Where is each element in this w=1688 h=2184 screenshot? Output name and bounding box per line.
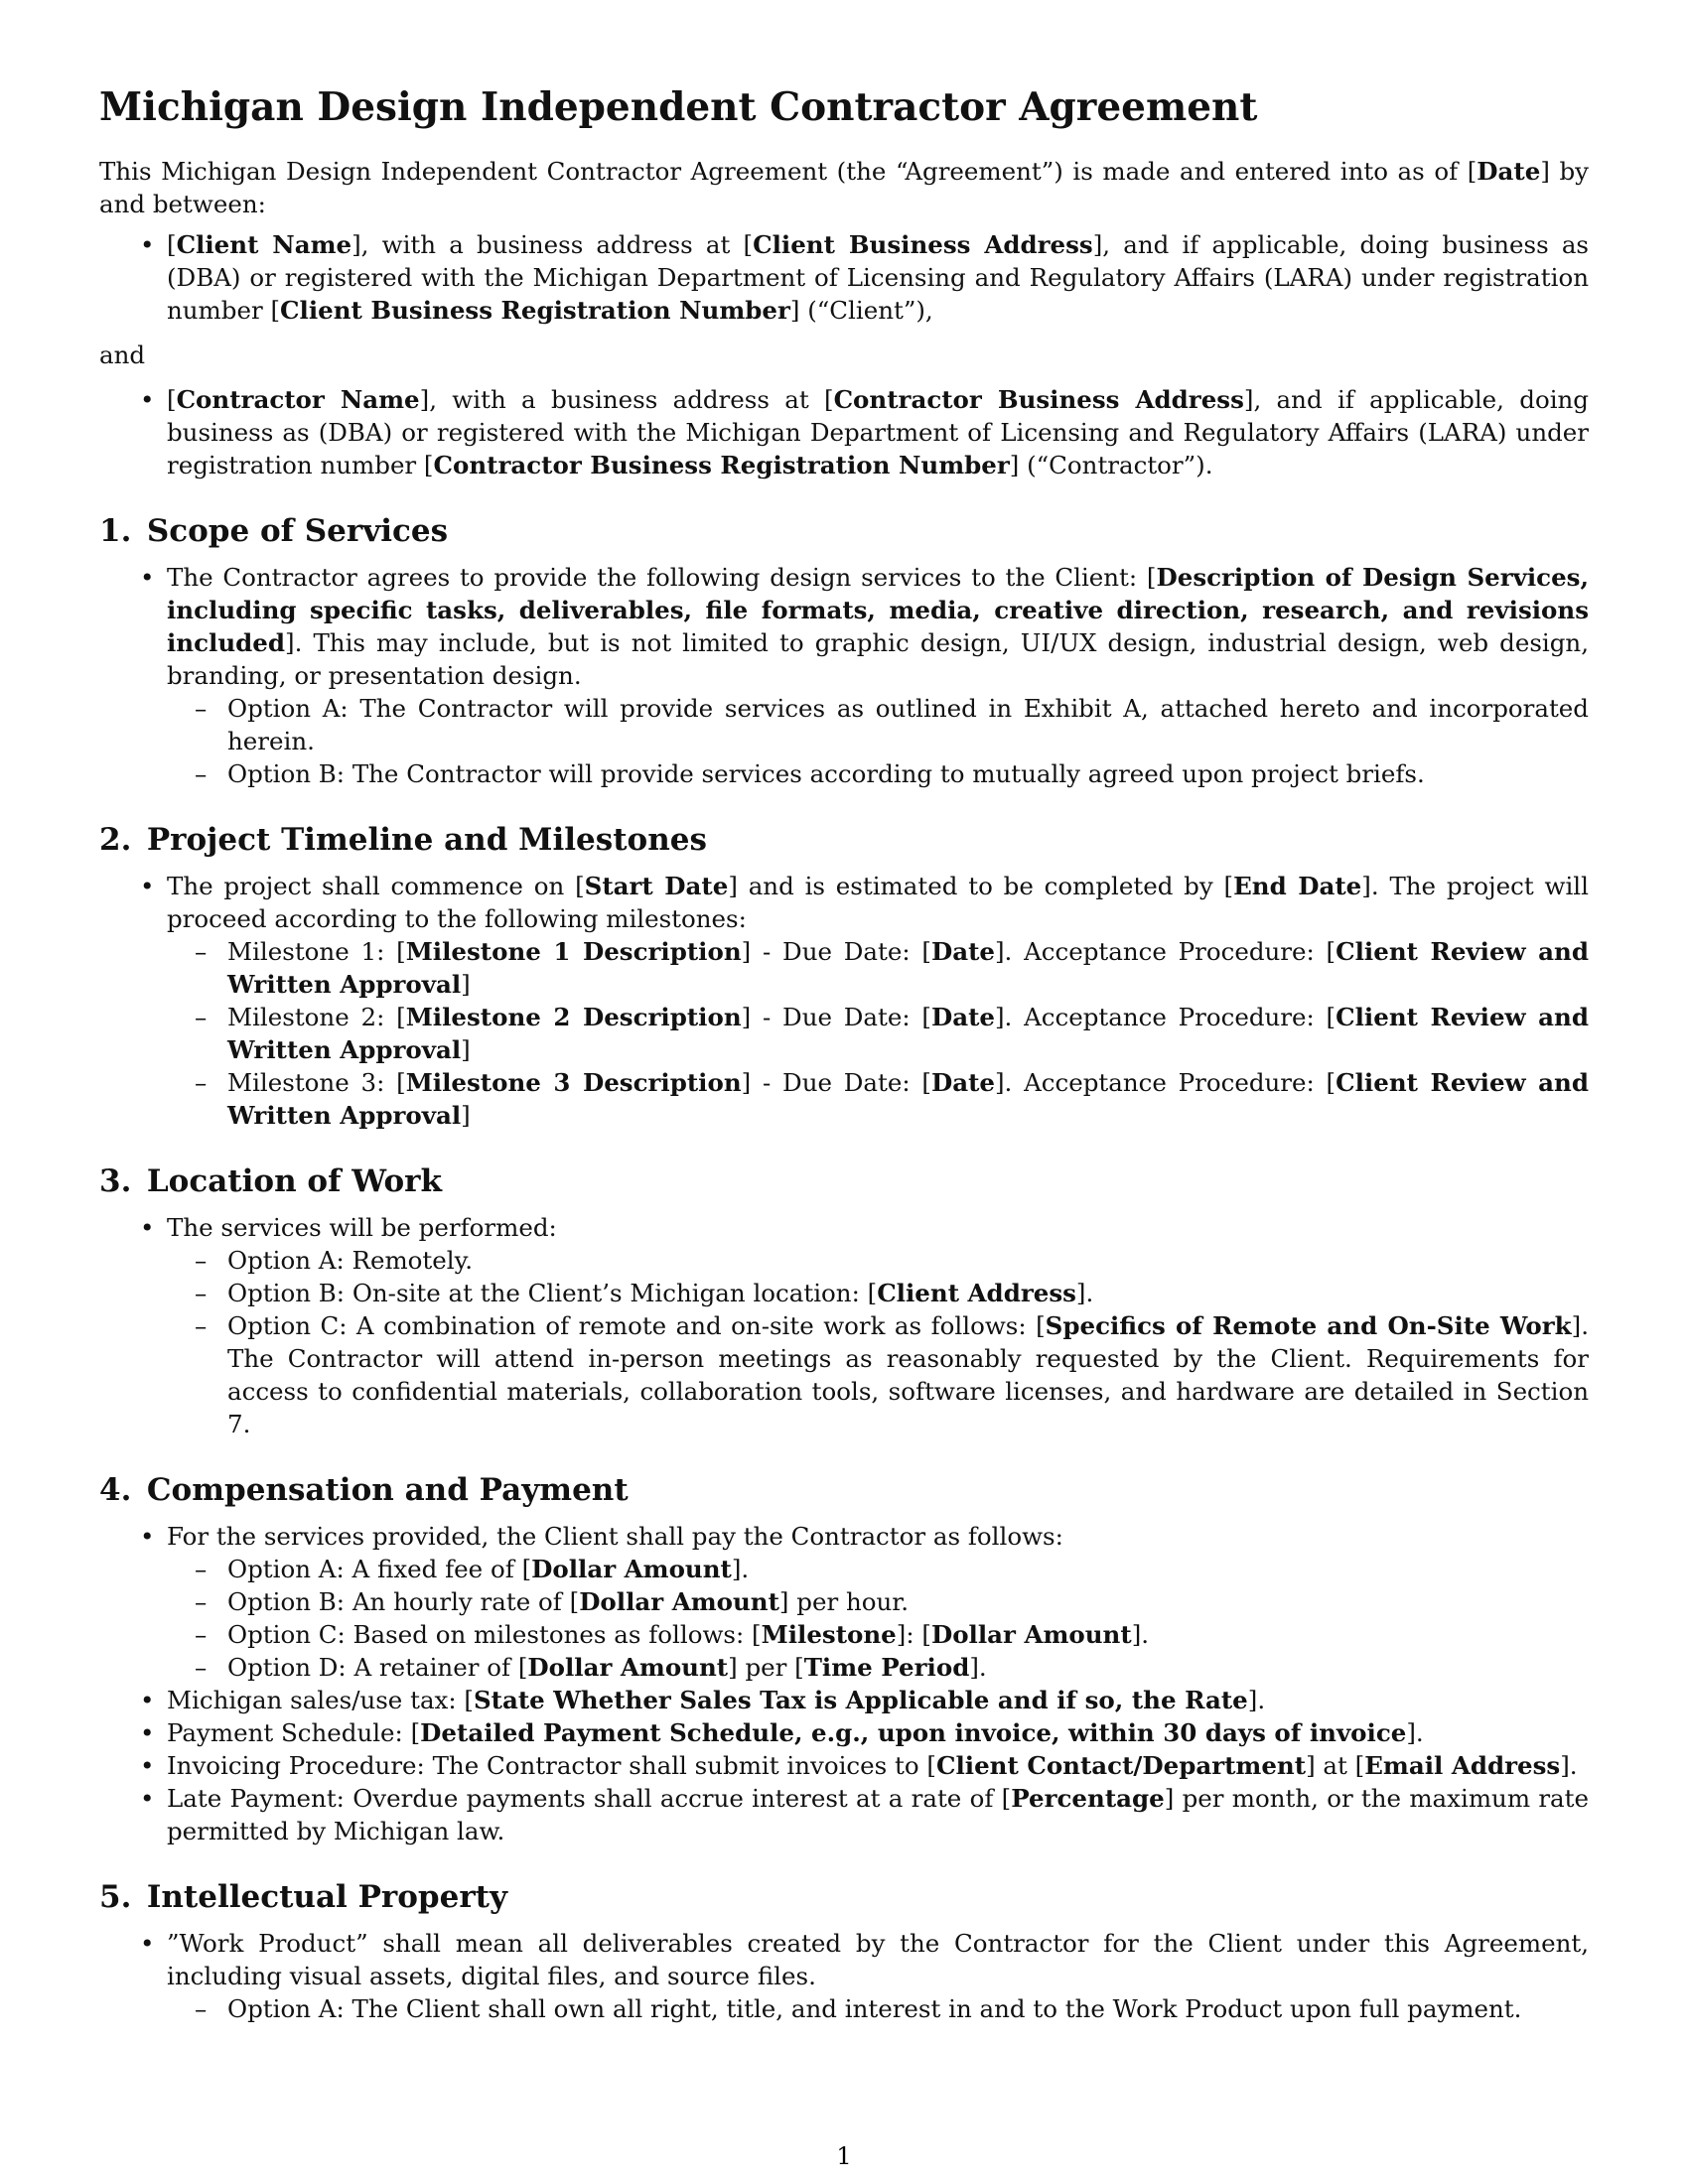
text: ”Work Product” shall mean all deliverables created by the Contractor for the Client under this Agreement, including visual assets, digital files, and source files.: [167, 1929, 1589, 1990]
compensation-option-c: [167, 1618, 1589, 1651]
text: ] - Due Date: [: [741, 1003, 931, 1031]
scope-options: [167, 692, 1589, 790]
text: ] per month, or the maximum rate permitted by Michigan law.: [167, 1784, 1590, 1845]
section-1-heading: 1. Scope of Services: [99, 513, 449, 549]
invoicing-item: [99, 1749, 1589, 1782]
services-placeholder: Description of Design Services, including specific tasks, deliverables, file formats, media, creative direction, research, and revisions included: [167, 563, 1589, 657]
section-3-list: [99, 1211, 1589, 1440]
email-placeholder: Email Address: [1364, 1751, 1561, 1780]
location-option-a: – Option A: Remotely.: [167, 1244, 1589, 1277]
text: ] (“Contractor”).: [1009, 451, 1213, 479]
compensation-option-b: [167, 1585, 1589, 1618]
end-date-placeholder: End Date: [1233, 872, 1362, 900]
sales-tax-placeholder: State Whether Sales Tax is Applicable and if so, the Rate: [473, 1686, 1248, 1714]
text: ].: [1131, 1620, 1150, 1649]
text: Michigan sales/use tax: [: [167, 1686, 474, 1714]
milestone-placeholder: Milestone: [761, 1620, 897, 1649]
text: The Contractor agrees to provide the following design services to the Client: [: [167, 563, 1157, 592]
document-title: Michigan Design Independent Contractor Agreement: [99, 84, 1258, 130]
text: Milestone 3: [: [227, 1068, 406, 1097]
contractor-party-item: [99, 383, 1589, 481]
time-period-placeholder: Time Period: [803, 1653, 970, 1682]
section-3-heading: 3. Location of Work: [99, 1163, 442, 1199]
intro-paragraph: [99, 155, 1589, 220]
percentage-placeholder: Percentage: [1011, 1784, 1165, 1813]
section-2-list: [99, 870, 1589, 1132]
contractor-name-placeholder: Contractor Name: [176, 385, 420, 414]
intro-text: This Michigan Design Independent Contractor Agreement (the “Agreement”) is made and entered into as of [: [99, 157, 1477, 186]
text: ].: [1247, 1686, 1266, 1714]
text: ]. Acceptance Procedure: [: [994, 937, 1336, 966]
text: Option B: On-site at the Client’s Michigan location: [: [227, 1279, 878, 1307]
intro-text: ] by and between:: [99, 157, 1589, 218]
work-specifics-placeholder: Specifics of Remote and On-Site Work: [1045, 1311, 1572, 1340]
scope-option-b: – Option B: The Contractor will provide services according to mutually agreed upon project briefs.: [167, 757, 1589, 790]
milestone-description-placeholder: Milestone 1 Description: [405, 937, 742, 966]
text: ].: [731, 1555, 750, 1583]
acceptance-placeholder: Client Review and Written Approval: [227, 1068, 1589, 1130]
client-address-placeholder: Client Address: [877, 1279, 1076, 1307]
contractor-address-placeholder: Contractor Business Address: [833, 385, 1244, 414]
text: ], with a business address at [: [419, 385, 834, 414]
client-registration-placeholder: Client Business Registration Number: [280, 296, 790, 325]
late-payment-item: [99, 1782, 1589, 1847]
milestone-2: [167, 1001, 1589, 1066]
page-number: 1: [836, 2142, 852, 2170]
contractor-registration-placeholder: Contractor Business Registration Number: [433, 451, 1010, 479]
sales-tax-item: [99, 1684, 1589, 1716]
ip-option-a: – Option A: The Client shall own all right, title, and interest in and to the Work Product upon full payment.: [167, 1992, 1589, 2025]
text: Invoicing Procedure: The Contractor shall submit invoices to [: [167, 1751, 936, 1780]
section-4-heading: 4. Compensation and Payment: [99, 1472, 629, 1508]
location-option-b: [167, 1277, 1589, 1309]
client-name-placeholder: Client Name: [176, 230, 352, 259]
text: ]. Acceptance Procedure: [: [994, 1068, 1336, 1097]
text: ] at [: [1306, 1751, 1365, 1780]
text: ]. Acceptance Procedure: [: [994, 1003, 1336, 1031]
acceptance-placeholder: Client Review and Written Approval: [227, 1003, 1589, 1064]
text: ] - Due Date: [: [741, 937, 931, 966]
ip-options: [167, 1992, 1589, 2025]
milestone-1: [167, 935, 1589, 1001]
client-party-item: [99, 228, 1589, 327]
compensation-item: [99, 1520, 1589, 1684]
text: ].: [969, 1653, 987, 1682]
section-2-heading: 2. Project Timeline and Milestones: [99, 822, 707, 858]
payment-schedule-item: [99, 1716, 1589, 1749]
compensation-option-d: [167, 1651, 1589, 1684]
compensation-options: [167, 1553, 1589, 1684]
text: Option C: Based on milestones as follows: [: [227, 1620, 762, 1649]
amount-placeholder: Dollar Amount: [930, 1620, 1132, 1649]
text: ]. The Contractor will attend in-person meetings as reasonably requested by the Client. Requirements for access to confidential materials, collaboration tools, software licenses, and hardware are detailed in Section 7.: [227, 1311, 1589, 1438]
scope-item: [99, 561, 1589, 790]
text: ] - Due Date: [: [741, 1068, 931, 1097]
contractor-party-list: [99, 383, 1589, 481]
document-page: [99, 83, 1589, 2025]
text: ]. The project will proceed according to the following milestones:: [167, 872, 1589, 933]
amount-placeholder: Dollar Amount: [527, 1653, 729, 1682]
text: Payment Schedule: [: [167, 1718, 421, 1747]
client-contact-placeholder: Client Contact/Department: [935, 1751, 1307, 1780]
section-5-list: [99, 1927, 1589, 2025]
payment-schedule-placeholder: Detailed Payment Schedule, e.g., upon invoice, within 30 days of invoice: [420, 1718, 1407, 1747]
location-options: [167, 1244, 1589, 1440]
text: ] (“Client”),: [789, 296, 933, 325]
due-date-placeholder: Date: [930, 1003, 995, 1031]
text: ].: [1406, 1718, 1424, 1747]
text: The project shall commence on [: [167, 872, 585, 900]
acceptance-placeholder: Client Review and Written Approval: [227, 937, 1589, 999]
text: ]. This may include, but is not limited to graphic design, UI/UX design, industrial design, web design, branding, or presentation design.: [167, 628, 1589, 690]
milestone-list: [167, 935, 1589, 1132]
milestone-description-placeholder: Milestone 3 Description: [405, 1068, 742, 1097]
text: Option B: An hourly rate of [: [227, 1587, 580, 1616]
text: ]: [461, 970, 471, 999]
section-5-heading: 5. Intellectual Property: [99, 1879, 507, 1915]
text: ]: [461, 1035, 471, 1064]
client-party-list: [99, 228, 1589, 327]
text: ], and if applicable, doing business as (DBA) or registered with the Michigan Department of Licensing and Regulatory Affairs (LARA) under registration number [: [167, 230, 1590, 325]
text: ].: [1560, 1751, 1578, 1780]
text: ].: [1075, 1279, 1094, 1307]
and-connector: and: [99, 341, 146, 369]
timeline-item: [99, 870, 1589, 1132]
text: The services will be performed:: [167, 1213, 557, 1242]
text: For the services provided, the Client shall pay the Contractor as follows:: [167, 1522, 1063, 1551]
date-placeholder: Date: [1477, 157, 1541, 186]
due-date-placeholder: Date: [930, 937, 995, 966]
text: [: [167, 385, 177, 414]
text: ] and is estimated to be completed by [: [728, 872, 1234, 900]
text: ]: [461, 1101, 471, 1130]
section-4-list: [99, 1520, 1589, 1847]
text: ] per [: [728, 1653, 804, 1682]
compensation-option-a: [167, 1553, 1589, 1585]
text: ]: [: [896, 1620, 931, 1649]
text: ], with a business address at [: [352, 230, 754, 259]
text: ] per hour.: [778, 1587, 910, 1616]
client-address-placeholder: Client Business Address: [753, 230, 1093, 259]
scope-option-a: – Option A: The Contractor will provide services as outlined in Exhibit A, attached hereto and incorporated herein.: [167, 692, 1589, 757]
section-1-list: [99, 561, 1589, 790]
amount-placeholder: Dollar Amount: [531, 1555, 732, 1583]
milestone-description-placeholder: Milestone 2 Description: [405, 1003, 742, 1031]
milestone-3: [167, 1066, 1589, 1132]
text: Milestone 1: [: [227, 937, 406, 966]
text: Option D: A retainer of [: [227, 1653, 528, 1682]
start-date-placeholder: Start Date: [584, 872, 729, 900]
text: Option A: A fixed fee of [: [227, 1555, 532, 1583]
amount-placeholder: Dollar Amount: [579, 1587, 779, 1616]
text: ], and if applicable, doing business as (DBA) or registered with the Michigan Department of Licensing and Regulatory Affairs (LARA) under registration number [: [167, 385, 1589, 479]
text: Milestone 2: [: [227, 1003, 406, 1031]
location-option-c: [167, 1309, 1589, 1440]
work-product-item: [99, 1927, 1589, 2025]
location-item: [99, 1211, 1589, 1440]
text: [: [167, 230, 177, 259]
due-date-placeholder: Date: [930, 1068, 995, 1097]
text: Late Payment: Overdue payments shall accrue interest at a rate of [: [167, 1784, 1012, 1813]
text: Option C: A combination of remote and on-site work as follows: [: [227, 1311, 1046, 1340]
